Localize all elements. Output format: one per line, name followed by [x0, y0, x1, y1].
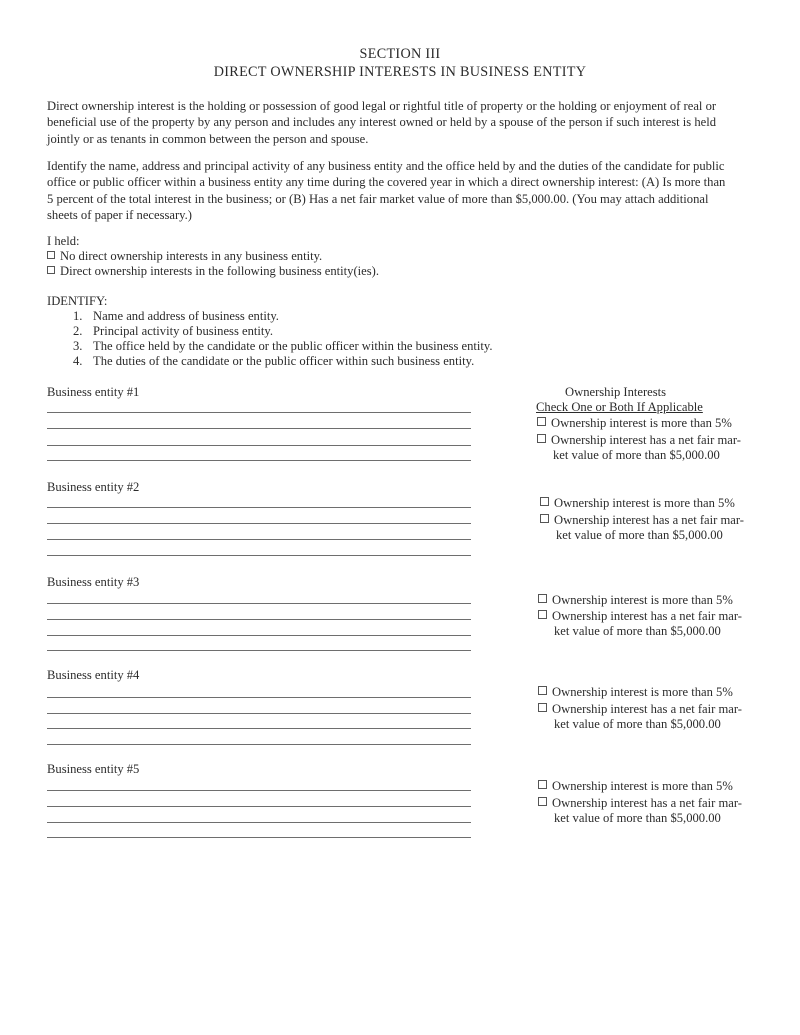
held-option-none[interactable]	[47, 248, 322, 264]
entity-2-option-5-percent[interactable]: Ownership interest is more than 5%	[540, 495, 735, 511]
entity-3-line-1[interactable]	[47, 603, 471, 604]
entity-2-line-4[interactable]	[47, 555, 471, 556]
ownership-interests-heading: Ownership Interests	[565, 385, 667, 399]
section-number: SECTION III	[359, 46, 441, 62]
entity-5-line-3[interactable]	[47, 822, 471, 823]
entity-5-option-market-value[interactable]: Ownership interest has a net fair mar-	[538, 795, 742, 811]
entity-5-line-1[interactable]	[47, 790, 471, 791]
identify-item: 4. The duties of the candidate or the public officer within such business entity.	[73, 354, 475, 368]
entity-5-line-2[interactable]	[47, 806, 471, 807]
entity-4-option-market-value[interactable]: Ownership interest has a net fair mar-	[538, 701, 742, 717]
instructions-line: office or public officer within a business entity any time during the covered year in which a direct ownership interest: (A) Is more than	[47, 175, 726, 190]
identify-item: 1. Name and address of business entity.	[73, 309, 279, 323]
definition-paragraph	[47, 98, 759, 147]
definition-line: jointly or as tenants in common between the person and spouse.	[47, 131, 369, 146]
definition-line: beneficial use of the property by any person and includes any interest owned or held by a spouse of the person if such interest is held	[47, 115, 717, 130]
held-option-label: Direct ownership interests in the following business entity(ies).	[60, 264, 379, 278]
checkbox-icon[interactable]	[47, 251, 55, 259]
entity-4-line-4[interactable]	[47, 744, 471, 745]
checkbox-icon[interactable]	[537, 434, 546, 443]
entity-4-line-1[interactable]	[47, 697, 471, 698]
checkbox-icon[interactable]	[537, 417, 546, 426]
entity-2-line-1[interactable]	[47, 507, 471, 508]
held-option-direct[interactable]	[47, 263, 379, 279]
checkbox-icon[interactable]	[47, 266, 55, 274]
held-label: I held:	[47, 234, 80, 248]
entity-1-line-1[interactable]	[47, 412, 471, 413]
entity-2-option-market-value-cont: ket value of more than $5,000.00	[556, 528, 723, 542]
instructions-line: sheets of paper if necessary.)	[47, 208, 192, 223]
entity-1-option-market-value[interactable]: Ownership interest has a net fair mar-	[537, 432, 741, 448]
business-entity-2-label: Business entity #2	[47, 480, 140, 494]
checkbox-icon[interactable]	[538, 610, 547, 619]
instructions-line: 5 percent of the total interest in the business; or (B) Has a net fair market value of more than $5,000.00. (You may attach additional	[47, 191, 709, 206]
business-entity-3-label: Business entity #3	[47, 575, 140, 589]
checkbox-icon[interactable]	[538, 686, 547, 695]
entity-1-line-4[interactable]	[47, 460, 471, 461]
entity-3-option-market-value-cont: ket value of more than $5,000.00	[554, 624, 721, 638]
instructions-paragraph	[47, 158, 759, 224]
entity-4-line-3[interactable]	[47, 728, 471, 729]
checkbox-icon[interactable]	[538, 797, 547, 806]
identify-label: IDENTIFY:	[47, 294, 108, 308]
entity-1-option-5-percent[interactable]: Ownership interest is more than 5%	[537, 415, 732, 431]
entity-3-option-5-percent[interactable]: Ownership interest is more than 5%	[538, 592, 733, 608]
business-entity-4-label: Business entity #4	[47, 668, 140, 682]
definition-line: Direct ownership interest is the holding or possession of good legal or rightful title of property or the holding or enjoyment of real or	[47, 99, 717, 113]
entity-2-line-2[interactable]	[47, 523, 471, 524]
page-title: DIRECT OWNERSHIP INTERESTS IN BUSINESS ENTITY	[213, 64, 587, 80]
entity-1-option-market-value-cont: ket value of more than $5,000.00	[553, 448, 720, 462]
entity-3-option-market-value[interactable]: Ownership interest has a net fair mar-	[538, 608, 742, 624]
held-option-label: No direct ownership interests in any business entity.	[60, 249, 323, 263]
entity-3-line-2[interactable]	[47, 619, 471, 620]
business-entity-5-label: Business entity #5	[47, 762, 140, 776]
identify-item: 2. Principal activity of business entity.	[73, 324, 274, 338]
entity-4-option-5-percent[interactable]: Ownership interest is more than 5%	[538, 684, 733, 700]
entity-3-line-3[interactable]	[47, 635, 471, 636]
ownership-interests-subheading: Check One or Both If Applicable	[536, 400, 703, 414]
checkbox-icon[interactable]	[538, 703, 547, 712]
entity-2-line-3[interactable]	[47, 539, 471, 540]
entity-4-line-2[interactable]	[47, 713, 471, 714]
entity-2-option-market-value[interactable]: Ownership interest has a net fair mar-	[540, 512, 744, 528]
identify-item: 3. The office held by the candidate or the public officer within the business entity.	[73, 339, 493, 353]
checkbox-icon[interactable]	[540, 497, 549, 506]
entity-5-option-5-percent[interactable]: Ownership interest is more than 5%	[538, 778, 733, 794]
entity-4-option-market-value-cont: ket value of more than $5,000.00	[554, 717, 721, 731]
entity-1-line-3[interactable]	[47, 445, 471, 446]
instructions-line: Identify the name, address and principal activity of any business entity and the office held by and the duties of the candidate for public	[47, 159, 725, 173]
business-entity-1-label: Business entity #1	[47, 385, 140, 399]
entity-5-option-market-value-cont: ket value of more than $5,000.00	[554, 811, 721, 825]
checkbox-icon[interactable]	[538, 594, 547, 603]
checkbox-icon[interactable]	[540, 514, 549, 523]
entity-1-line-2[interactable]	[47, 428, 471, 429]
checkbox-icon[interactable]	[538, 780, 547, 789]
entity-5-line-4[interactable]	[47, 837, 471, 838]
entity-3-line-4[interactable]	[47, 650, 471, 651]
